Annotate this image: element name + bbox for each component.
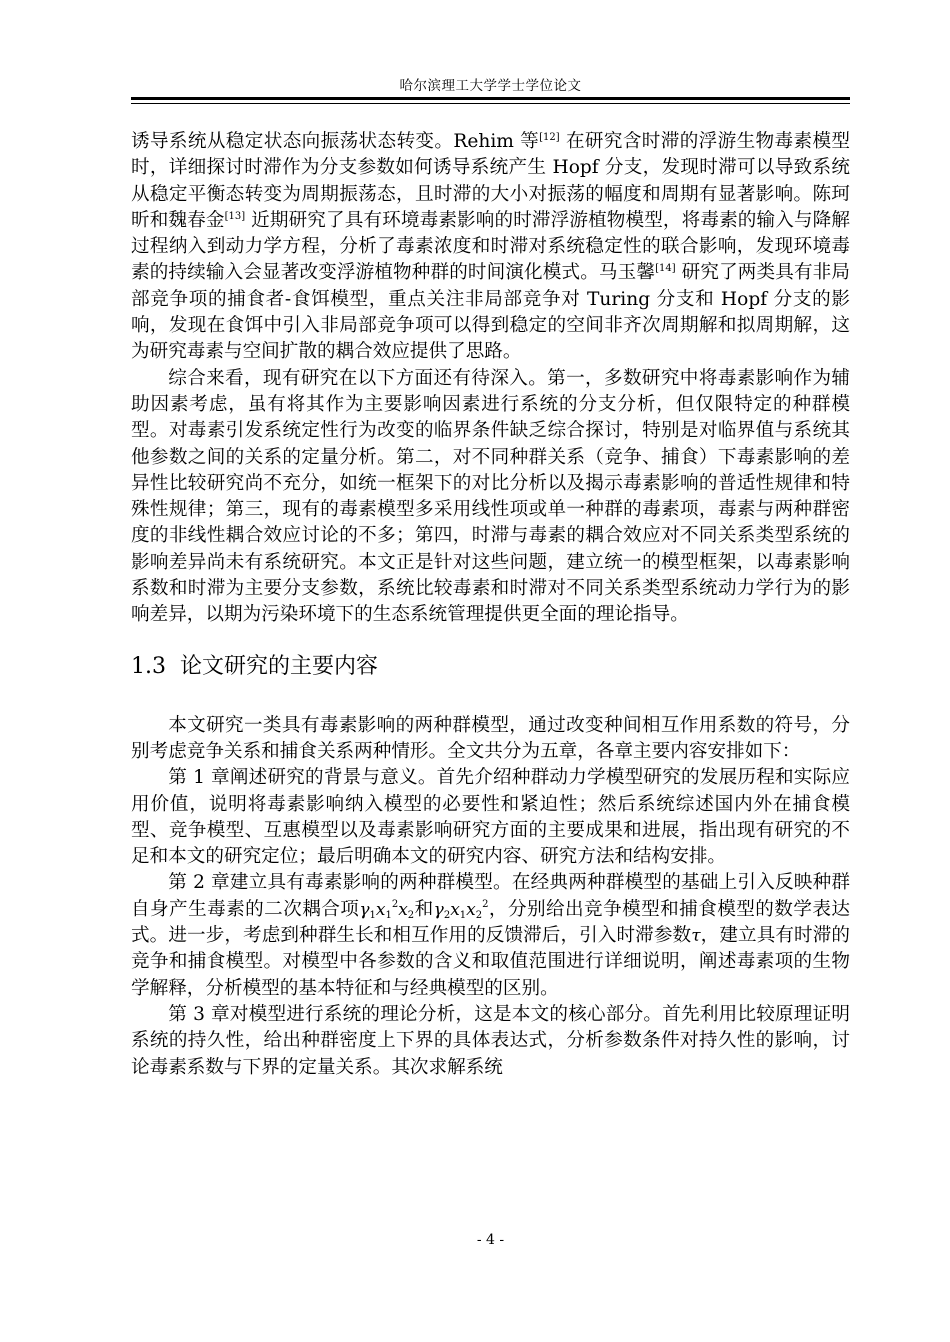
paragraph-2: 综合来看，现有研究在以下方面还有待深入。第一，多数研究中将毒素影响作为辅助因素考虑，虽有将其作为主要影响因素进行系统的分支分析，但仅限特定的种群模型。对毒素引发系统定性行为改变的临界条件缺乏综合探讨，特别是对临界值与系统其他参数之间的关系的定量分析。第二，对不同种群关系（竞争、捕食）下毒素影响的差异性比较研究尚不充分，如统一框架下的对比分析以及揭示毒素影响的普适性规律和特殊性规律；第三，现有的毒素模型多采用线性项或单一种群的毒素项，毒素与两种群密度的非线性耦合效应讨论的不多；第四，时滞与毒素的耦合效应对不同关系类型系统的影响差异尚未有系统研究。本文正是针对这些问题，建立统一的模型框架，以毒素影响系数和时滞为主要分支参数，系统比较毒素和时滞对不同关系类型系统动力学行为的影响差异，以期为污染环境下的生态系统管理提供更全面的理论指导。 (131, 367, 850, 626)
header-rule-thick (131, 97, 850, 100)
section-title: 论文研究的主要内容 (180, 652, 379, 678)
paragraph-4: 第 1 章阐述研究的背景与意义。首先介绍种群动力学模型研究的发展历程和实际应用价值，说明将毒素影响纳入模型的必要性和紧迫性；然后系统综述国内外在捕食模型、竞争模型、互惠模型以及毒素影响研究方面的主要成果和进展，指出现有研究的不足和本文的研究定位；最后明确本文的研究内容、研究方法和结构安排。 (131, 767, 850, 868)
paragraph-1-text-a: 诱导系统从稳定状态向振荡状态转变。Rehim 等 (131, 131, 540, 152)
paragraph-5-conjunction: 和 (414, 898, 434, 920)
citation-13: [13] (224, 210, 246, 222)
page-number: - 4 - (476, 1232, 505, 1248)
citation-14: [14] (655, 263, 676, 275)
paragraph-1-text-d: 研究了两类具有非局部竞争项的捕食者-食饵模型，重点关注非局部竞争对 Turing 分支和 Hopf 分支的影响，发现在食饵中引入非局部竞争项可以得到稳定的空间非齐次周期解和拟周期解，这为研究毒素与空间扩散的耦合效应提供了思路。 (131, 262, 850, 363)
citation-12: [12] (539, 132, 560, 143)
formula-toxin-term-2: $\gamma_2x_1x_2^2$ (433, 898, 489, 921)
paragraph-1-text-b: 在研究含时滞的浮游生物毒素模型时，详细探讨时滞作为分支参数如何诱导系统产生 Hopf 分支，发现时滞可以导致系统从稳定平衡态转变为周期振荡态，且时滞的大小对振荡的幅度和周期有显著影响。陈珂昕和魏春金 (131, 131, 850, 231)
paragraph-5-text-c: ，建立具有时滞的竞争和捕食模型。对模型中各参数的含义和取值范围进行详细说明，阐述毒素项的生物学解释，分析模型的基本特征和与经典模型的区别。 (131, 925, 850, 999)
paragraph-6: 第 3 章对模型进行系统的理论分析，这是本文的核心部分。首先利用比较原理证明系统的持久性，给出种群密度上下界的具体表达式，分析参数条件对持久性的影响，讨论毒素系数与下界的定量关系。其次求解系统 (131, 1003, 850, 1078)
paragraph-1-text-c: 近期研究了具有环境毒素影响的时滞浮游植物模型，将毒素的输入与降解过程纳入到动力学方程，分析了毒素浓度和时滞对系统稳定性的联合影响，发现环境毒素的持续输入会显著改变浮游植物种群的时间演化模式。马玉馨 (131, 209, 850, 284)
formula-toxin-term-1: $\gamma_1x_1^2x_2$ (359, 898, 415, 921)
section-number: 1.3 (131, 653, 166, 679)
section-heading (131, 651, 850, 681)
paragraph-3: 本文研究一类具有毒素影响的两种群模型，通过改变种间相互作用系数的符号，分别考虑竞争关系和捕食关系两种情形。全文共分为五章，各章主要内容安排如下： (131, 714, 850, 762)
paragraph-5-text-b: ，分别给出竞争模型和捕食模型的数学表达式。进一步，考虑到种群生长和相互作用的反馈滞后，引入时滞参数 (131, 898, 850, 947)
formula-tau: τ (691, 926, 701, 947)
paragraph-1 (131, 129, 850, 366)
paragraph-5-text-a: 第 2 章建立具有毒素影响的两种群模型。在经典两种群模型的基础上引入反映种群自身产生毒素的二次耦合项 (131, 872, 850, 920)
paragraph-5 (131, 870, 850, 1001)
body-text (131, 129, 850, 1081)
header-rule-thin (131, 103, 850, 104)
running-header: 哈尔滨理工大学学士学位论文 (399, 78, 582, 94)
